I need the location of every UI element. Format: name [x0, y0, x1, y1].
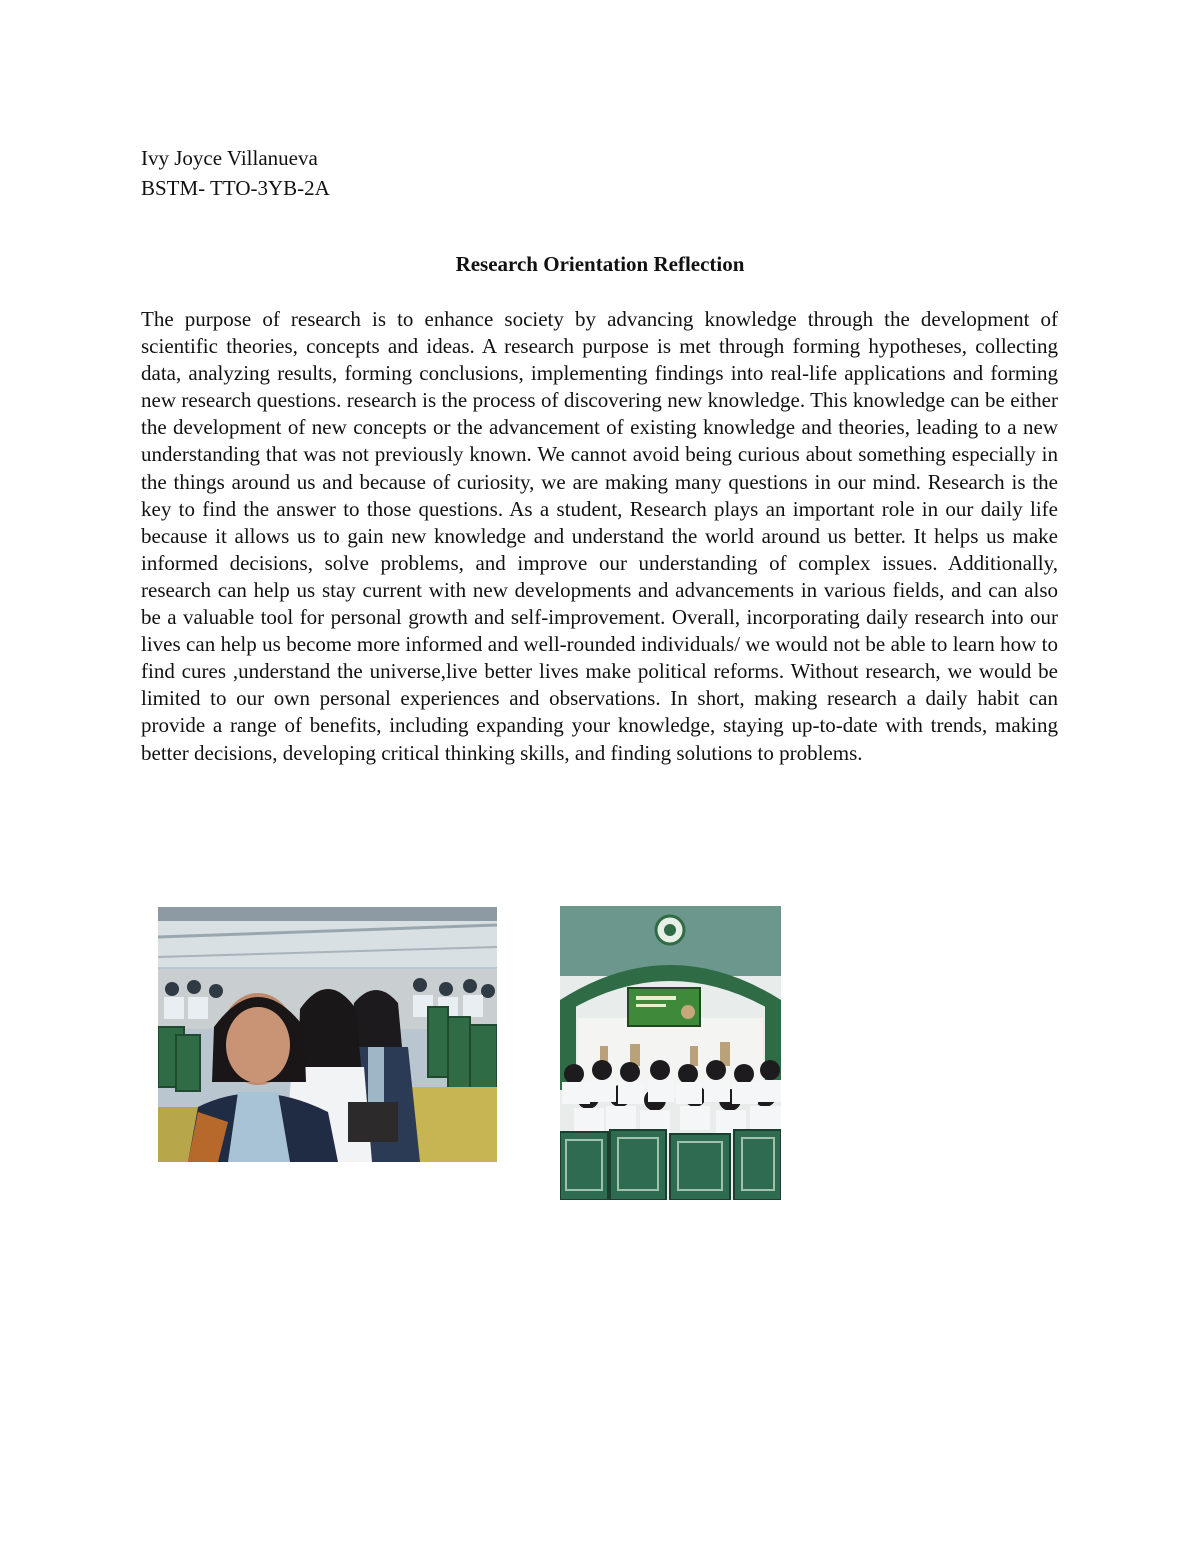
reflection-paragraph: The purpose of research is to enhance society by advancing knowledge through the development of scientific theories, concepts and ideas. A research purpose is met through forming hypotheses, collecting data, analyzing results, forming conclusions, implementing findings into real-life applications and forming new research questions. research is the process of discovering new knowledge. This knowledge can be either the development of new concepts or the advancement of existing knowledge and theories, leading to a new understanding that was not previously known. We cannot avoid being curious about something especially in the things around us and because of curiosity, we are making many questions in our mind. Research is the key to find the answer to those questions. As a student, Research plays an important role in our daily life because it allows us to gain new knowledge and understand the world around us better. It helps us make informed decisions, solve problems, and improve our understanding of complex issues. Additionally, research can help us stay current with new developments and advancements in various fields, and can also be a valuable tool for personal growth and self-improvement. Overall, incorporating daily research into our lives can help us become more informed and well-rounded individuals/ we would not be able to learn how to find cures ,understand the universe,live better lives make political reforms. Without research, we would be limited to our own personal experiences and observations. In short, making research a daily habit can provide a range of benefits, including expanding your knowledge, staying up-to-date with trends, making better decisions, developing critical thinking skills, and finding solutions to problems. — [141, 307, 1058, 765]
author-block — [141, 143, 330, 203]
author-section: BSTM- TTO-3YB-2A — [141, 176, 330, 200]
auditorium-photo — [560, 906, 781, 1200]
selfie-photo — [158, 907, 497, 1162]
document-title: Research Orientation Reflection — [455, 252, 745, 276]
author-name: Ivy Joyce Villanueva — [141, 146, 318, 170]
